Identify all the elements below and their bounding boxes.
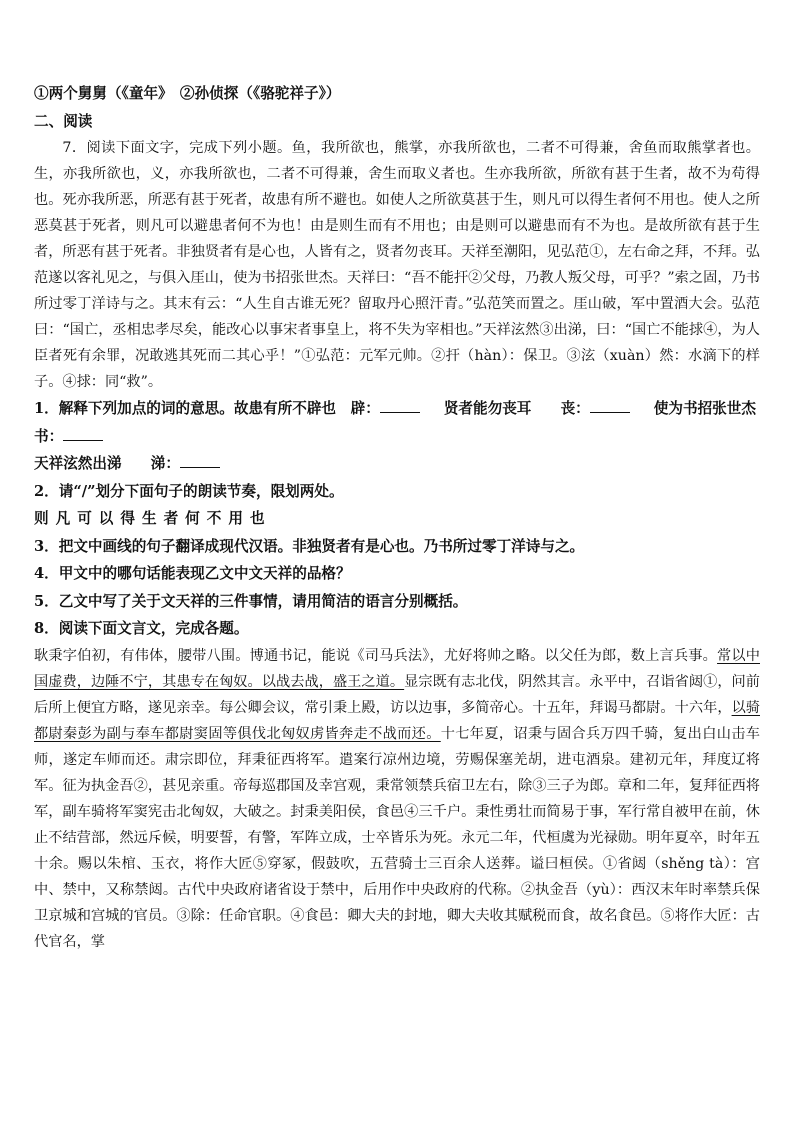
- question-1-part-c: 使为书招张世杰 书：: [34, 400, 771, 445]
- section-title: 二、阅读: [34, 112, 93, 130]
- answer-blank[interactable]: [380, 398, 420, 413]
- underlined-sentence-2: 以骑都尉秦彭为副与奉车都尉窦固等俱伐北匈奴虏皆奔走不战而还。: [34, 699, 760, 742]
- question-1-part-a: 1．解释下列加点的词的意思。故患有所不辟也 辟：: [34, 400, 380, 417]
- question-3: 3．把文中画线的句子翻译成现代汉语。非独贤者有是心也。乃书所过零丁洋诗与之。: [34, 537, 585, 555]
- underlined-sentence-1: 常以中国虚费，边陲不宁，其患专在匈奴。以战去战，盛王之道。: [34, 647, 760, 690]
- answer-blank[interactable]: [180, 453, 220, 468]
- question-8: 8．阅读下面文言文，完成各题。: [34, 620, 249, 637]
- document-page: [34, 80, 771, 955]
- question-2: 2．请“/”划分下面句子的朗读节奏，限划两处。: [34, 482, 344, 500]
- q8-passage-part3: 显宗既有志北伐，阴然其言。永平中，召诣省闼①，问前后所上便宜方略，遂见亲幸。每公卿会议，常引秉上殿，访以边事，多简帝心。十五年，拜谒马都尉。十六年，: [34, 673, 760, 716]
- question-2-sentence: 则凡可以得生者何不用也: [34, 510, 272, 527]
- question-4: 4．甲文中的哪句话能表现乙文中文天祥的品格？: [34, 565, 351, 582]
- q7-passage: 7．阅读下面文字，完成下列小题。鱼，我所欲也，熊掌，亦我所欲也，二者不可得兼，舍鱼而取熊掌者也。生，亦我所欲也，义，亦我所欲也，二者不可得兼，舍生而取义者也。生亦我所欲，所欲有甚于生者，故不为苟得也。死亦我所恶，所恶有甚于死者，故患有所不避也。如使人之所欲莫甚于生，则凡可以得生者何不用也。使人之所恶莫甚于死者，则凡可以避患者何不为也！由是则生而有不用也；由是则可以避患而有不为也。是故所欲有甚于生者，所恶有甚于死者。非独贤者有是心也，人皆有之，贤者勿丧耳。天祥至潮阳，见弘范①，左右命之拜，不拜。弘范遂以客礼见之，与俱入厓山，使为书招张世杰。天祥曰：“吾不能扞②父母，乃教人叛父母，可乎？”索之固，乃书所过零丁洋诗与之。其末有云：“人生自古谁无死？留取丹心照汗青。”弘范笑而置之。厓山破，军中置酒大会。弘范曰：“国亡，丞相忠孝尽矣，能改心以事宋者事皇上，将不失为宰相也。”天祥泫然③出涕，曰：“国亡不能捄④，为人臣者死有余罪，况敢逃其死而二其心乎！”①弘范：元军元帅。②扞（hàn）：保卫。③泫（xuàn）然：水滴下的样子。④捄：同“救”。: [34, 140, 760, 390]
- q8-passage-part1: 耿秉字伯初，有伟体，腰带八围。博通书记，能说《司马兵法》，尤好将帅之略。以父任为郎，数上言兵事。: [34, 647, 718, 664]
- question-5: 5．乙文中写了关于文天祥的三件事情，请用简洁的语言分别概括。: [34, 592, 468, 610]
- q8-notes: ①省闼（shěng tà）：宫中、禁中，又称禁闼。古代中央政府诸省设于禁中，后用作中央政府的代称。②执金吾（yù）：西汉末年时率禁兵保卫京城和宫城的官员。③除：任命官职。④食邑：卿大夫的封地，卿大夫收其赋税而食，故名食邑。⑤将作大匠：古代官名，掌: [34, 855, 760, 950]
- answer-blank[interactable]: [590, 398, 630, 413]
- question-1-part-b: 贤者能勿丧耳 丧：: [443, 400, 590, 417]
- question-1-part-d: 天祥泫然出涕 涕：: [34, 455, 180, 472]
- answer-blank[interactable]: [63, 426, 103, 441]
- question-1: [34, 395, 771, 478]
- q8-passage-part5: 十七年夏，诏秉与固合兵万四千骑，复出白山击车师，遂定车师而还。肃宗即位，拜秉征西将军。遣案行凉州边境，劳赐保塞羌胡，进屯酒泉。建初元年，拜度辽将军。征为执金吾②，甚见亲重。帝每巡郡国及幸宫观，秉常领禁兵宿卫左右，除③三子为郎。章和二年，复拜征西将军，副车骑将军窦宪击北匈奴，大破之。封秉美阳侯，食邑④三千户。秉性勇壮而简易于事，军行常自被甲在前，休止不结营部，然远斥候，明要誓，有警，军阵立成，士卒皆乐为死。永元二年，代桓虞为光禄勋。明年夏卒，时年五十余。赐以朱棺、玉衣，将作大匠⑤穿冢，假鼓吹，五营骑士三百余人送葬。谥曰桓侯。: [34, 725, 760, 872]
- intro-line: ①两个舅舅（《童年》 ②孙侦探（《骆驼祥子》）: [34, 85, 341, 102]
- q8-passage: [34, 643, 760, 955]
